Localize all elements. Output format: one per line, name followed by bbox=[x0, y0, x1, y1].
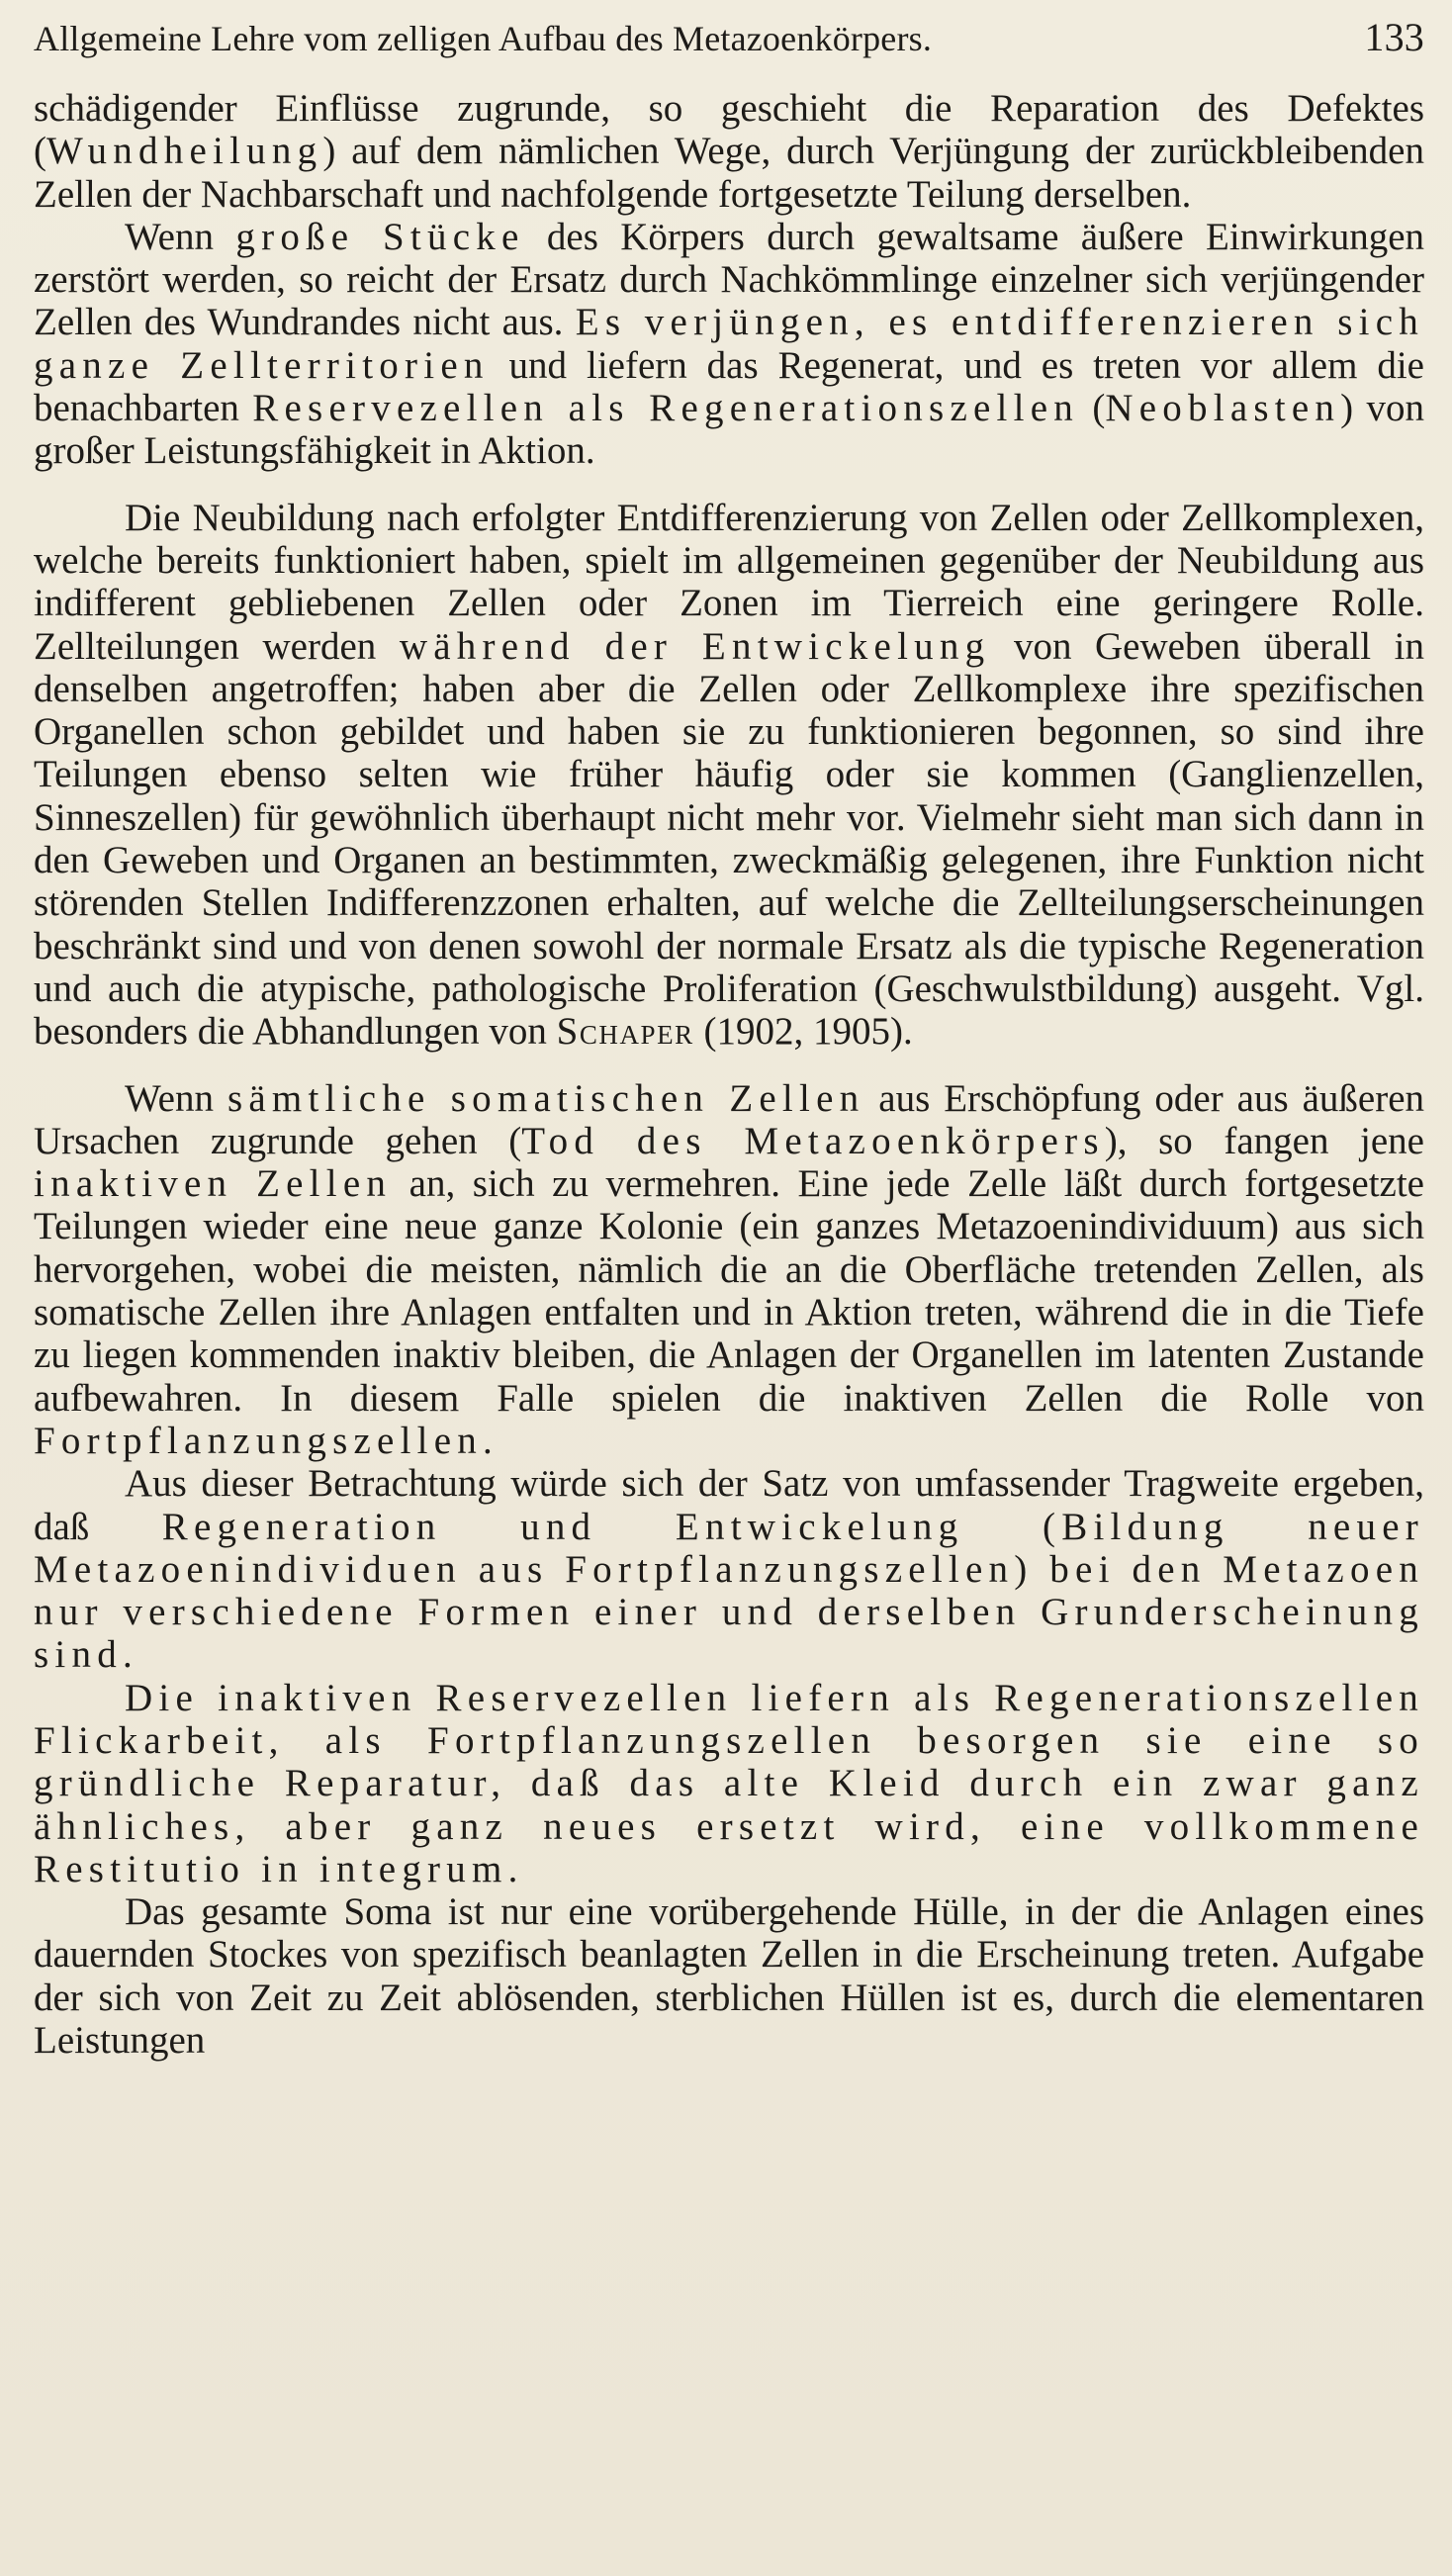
paragraph-5 bbox=[34, 1462, 1424, 1676]
paragraph-3-text-3: (1902, 1905). bbox=[693, 1010, 913, 1054]
paragraph-1-spaced-term: Wundheilung bbox=[46, 130, 323, 173]
paragraph-5-text-1: Aus dieser Betrachtung würde sich der Satz von umfassender Tragweite ergeben, daß bbox=[34, 1462, 1424, 1548]
running-header bbox=[34, 15, 1424, 83]
paragraph-6-text-1: . bbox=[507, 1847, 518, 1890]
running-title: Allgemeine Lehre vom zelligen Aufbau des Metazoenkörpers. bbox=[34, 19, 933, 58]
paragraph-1-text-a: schädigender Einflüsse zugrunde, so geschieht die Reparation des Defektes ( bbox=[34, 87, 1424, 173]
paragraph-4-spaced-1: sämtliche somatischen Zellen bbox=[227, 1076, 865, 1120]
paragraph-6 bbox=[34, 1677, 1424, 1890]
paragraph-3-text-1: Die Neubildung nach erfolgter Entdifferenzierung von Zellen oder Zellkomplexen, welche bereits funktioniert haben, spielt im allgemeinen gegenüber der Neubildung aus indifferent gebliebenen Zellen oder Zonen im Tierreich eine geringere Rolle. Zellteilungen werden bbox=[34, 496, 1424, 668]
paragraph-2-spaced-4: Neoblasten bbox=[1105, 387, 1341, 430]
body-text bbox=[34, 87, 1424, 2062]
paragraph-4-text-5: . bbox=[483, 1419, 493, 1462]
paragraph-3-author-name: Schaper bbox=[556, 1010, 694, 1054]
paragraph-2-spaced-2: Es verjüngen, es entdifferenzieren sich ganze Zellterritorien bbox=[34, 301, 1424, 387]
paragraph-7 bbox=[34, 1890, 1424, 2062]
paragraph-3-text-2: von Geweben überall in denselben angetroffen; haben aber die Zellen oder Zellkomplexe ihre spezifischen Organellen schon gebildet und haben sie zu funktionieren begonnen, so sind ihre Teilungen ebenso selten wie früher häufig oder sie kommen (Ganglienzellen, Sinneszellen) für gewöhnlich überhaupt nicht mehr vor. Vielmehr sieht man sich dann in den Geweben und Organen an bestimmten, zweckmäßig gelegenen, ihre Funktion nicht störenden Stellen Indifferenzzonen erhalten, auf welche die Zellteilungserscheinungen beschränkt sind und von denen sowohl der normale Ersatz als die typische Regeneration und auch die atypische, pathologische Proliferation (Geschwulstbildung) ausgeht. Vgl. besonders die Abhandlungen von bbox=[34, 624, 1424, 1054]
paragraph-7-text-1: Das gesamte Soma ist nur eine vorübergehende Hülle, in der die Anlagen eines dauernden Stockes von spezifisch beanlagten Zellen in die Erscheinung treten. Aufgabe der sich von Zeit zu Zeit ablösenden, sterblichen Hüllen ist es, durch die elementaren Leistungen bbox=[34, 1890, 1424, 2063]
paragraph-1-text-b: ) auf dem nämlichen Wege, durch Verjüngung der zurückbleibenden Zellen der Nachbarschaft und nachfolgende fortgesetzte Teilung derselben. bbox=[34, 130, 1424, 216]
paragraph-2-text-4: ( bbox=[1079, 387, 1106, 430]
paragraph-5-text-2: . bbox=[122, 1633, 133, 1677]
paragraph-2-text-3: und liefern das Regenerat, und es treten vor allem die benachbarten bbox=[34, 343, 1424, 430]
paragraph-3-spaced-1: während der Entwickelung bbox=[399, 624, 991, 668]
paragraph-2 bbox=[34, 216, 1424, 473]
paragraph-2-text-5: ) von großer Leistungsfähigkeit in Aktion. bbox=[34, 387, 1424, 473]
paragraph-4-spaced-4: Fortpflanzungszellen bbox=[34, 1419, 484, 1462]
paragraph-1 bbox=[34, 87, 1424, 216]
paragraph-6-spaced-1: Die inaktiven Reservezellen liefern als Regenerationszellen Flickarbeit, als Fortpflanzungszellen besorgen sie eine so gründliche Reparatur, daß das alte Kleid durch ein zwar ganz ähnliches, aber ganz neues ersetzt wird, eine vollkommene Restitutio in integrum bbox=[34, 1676, 1424, 1890]
paragraph-2-spaced-1: große Stücke bbox=[235, 215, 525, 258]
page-number: 133 bbox=[1364, 15, 1424, 59]
paragraph-4-text-4: an, sich zu vermehren. Eine jede Zelle läßt durch fortgesetzte Teilungen wieder eine neue ganze Kolonie (ein ganzes Metazoenindividuum) aus sich hervorgehen, wobei die meisten, nämlich die an die Oberfläche tretenden Zellen, als somatische Zellen ihre Anlagen entfalten und in Aktion treten, während die in die Tiefe zu liegen kommenden inaktiv bleiben, die Anlagen der Organellen im latenten Zustande aufbewahren. In diesem Falle spielen die inaktiven Zellen die Rolle von bbox=[34, 1162, 1424, 1420]
paragraph-2-text-1: Wenn bbox=[125, 215, 236, 258]
paragraph-4 bbox=[34, 1077, 1424, 1463]
paragraph-2-text-2: des Körpers durch gewaltsame äußere Einwirkungen zerstört werden, so reicht der Ersatz durch Nachkömmlinge einzelner sich verjüngender Zellen des Wundrandes nicht aus. bbox=[34, 215, 1425, 344]
paragraph-2-spaced-3: Reservezellen als Regenerationszellen bbox=[252, 387, 1079, 430]
paragraph-4-text-1: Wenn bbox=[125, 1076, 227, 1120]
paragraph-3 bbox=[34, 497, 1424, 1054]
paragraph-4-spaced-2: Tod des Metazoenkörpers bbox=[521, 1119, 1105, 1162]
paragraph-4-text-3: ), so fangen jene bbox=[1104, 1119, 1424, 1162]
paragraph-5-spaced-1: Regeneration und Entwickelung (Bildung neuer Metazoenindividuen aus Fortpflanzungszellen) bei den Metazoen nur verschiedene Formen einer und derselben Grunderscheinung sind bbox=[34, 1505, 1425, 1677]
paragraph-4-spaced-3: inaktiven Zellen bbox=[34, 1162, 393, 1206]
paragraph-4-text-2: aus Erschöpfung oder aus äußeren Ursachen zugrunde gehen ( bbox=[34, 1076, 1424, 1162]
